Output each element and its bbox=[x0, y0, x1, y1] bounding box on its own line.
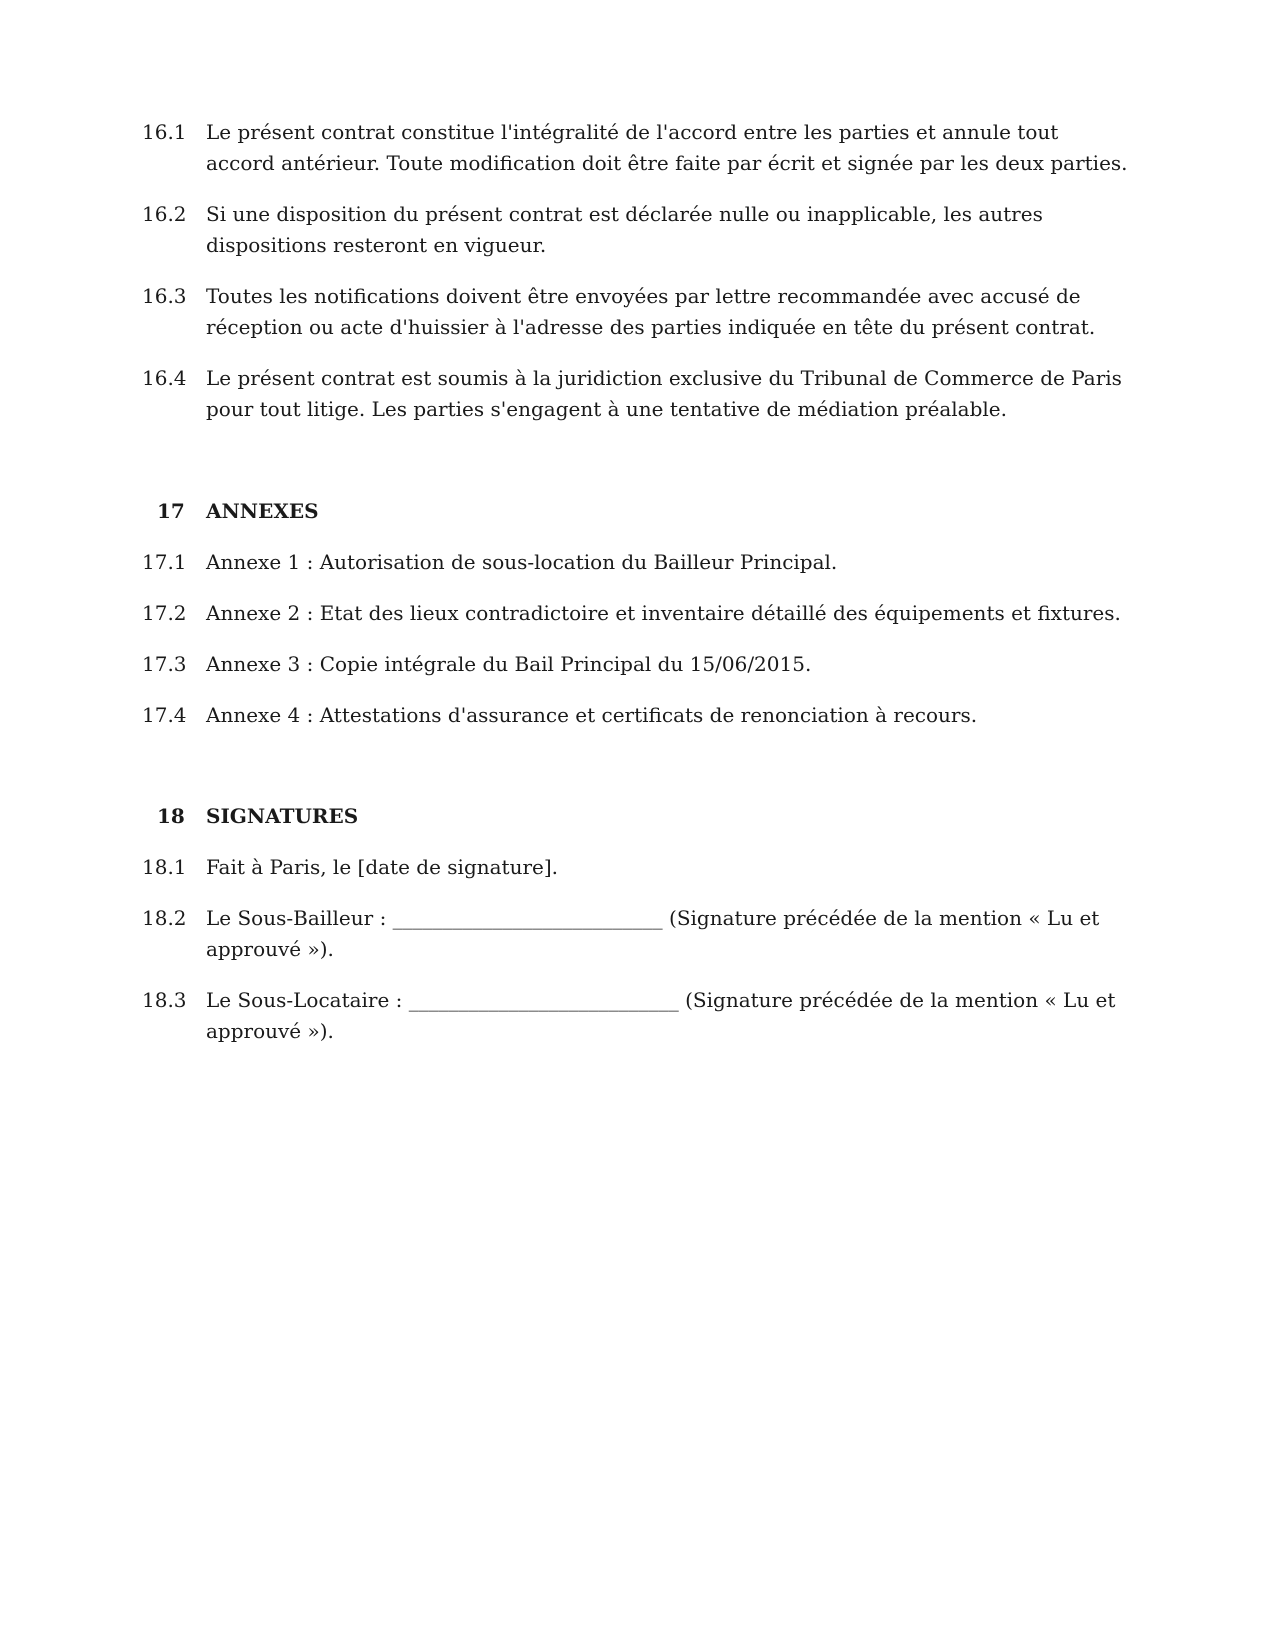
clause-16-1 bbox=[142, 117, 1132, 179]
section-title: ANNEXES bbox=[206, 499, 319, 523]
clause-number: 18.3 bbox=[142, 988, 187, 1012]
clause-number: 16.1 bbox=[142, 120, 187, 144]
section-number: 17 bbox=[157, 499, 185, 523]
clause-number: 17.2 bbox=[142, 601, 187, 625]
clause-text: Fait à Paris, le [date de signature]. bbox=[206, 855, 559, 879]
clause-18-2 bbox=[142, 903, 1132, 965]
clause-text: Si une disposition du présent contrat est déclarée nulle ou inapplicable, les autres dispositions resteront en vigueur. bbox=[206, 202, 1050, 257]
clause-number: 18.1 bbox=[142, 855, 187, 879]
clause-text: Le présent contrat constitue l'intégralité de l'accord entre les parties et annule tout accord antérieur. Toute modification doit être faite par écrit et signée par les deux parties. bbox=[206, 120, 1128, 175]
clause-number: 17.4 bbox=[142, 703, 187, 727]
clause-17-3 bbox=[142, 649, 1132, 680]
section-spacer bbox=[142, 445, 1132, 496]
section-spacer bbox=[142, 751, 1132, 801]
clause-16-4 bbox=[142, 363, 1132, 425]
clause-text: Annexe 3 : Copie intégrale du Bail Principal du 15/06/2015. bbox=[206, 652, 812, 676]
clause-text: Annexe 4 : Attestations d'assurance et certificats de renonciation à recours. bbox=[206, 703, 978, 727]
clause-16-2 bbox=[142, 199, 1132, 261]
clause-text: Le présent contrat est soumis à la juridiction exclusive du Tribunal de Commerce de Paris pour tout litige. Les parties s'engagent à une tentative de médiation préalable. bbox=[206, 366, 1129, 421]
clause-text: Toutes les notifications doivent être envoyées par lettre recommandée avec accusé de réception ou acte d'huissier à l'adresse des parties indiquée en tête du présent contrat. bbox=[206, 284, 1096, 339]
clause-17-4 bbox=[142, 700, 1132, 731]
section-title: SIGNATURES bbox=[206, 804, 359, 828]
clause-text: Annexe 1 : Autorisation de sous-location du Bailleur Principal. bbox=[206, 550, 838, 574]
clause-18-3 bbox=[142, 985, 1132, 1047]
section-heading-signatures bbox=[142, 801, 1132, 832]
clause-number: 16.3 bbox=[142, 284, 187, 308]
clause-17-2 bbox=[142, 598, 1132, 629]
document-content bbox=[142, 117, 1132, 1067]
clause-17-1 bbox=[142, 547, 1132, 578]
clause-number: 17.3 bbox=[142, 652, 187, 676]
signature-line-sous-locataire: Le Sous-Locataire : ___________________________ (Signature précédée de la mention « Lu et approuvé »). bbox=[206, 988, 1122, 1043]
clause-number: 17.1 bbox=[142, 550, 187, 574]
section-heading-annexes bbox=[142, 496, 1132, 527]
clause-18-1 bbox=[142, 852, 1132, 883]
clause-number: 16.2 bbox=[142, 202, 187, 226]
signature-line-sous-bailleur: Le Sous-Bailleur : ___________________________ (Signature précédée de la mention « Lu et approuvé »). bbox=[206, 906, 1106, 961]
clause-number: 16.4 bbox=[142, 366, 187, 390]
clause-16-3 bbox=[142, 281, 1132, 343]
section-number: 18 bbox=[157, 804, 185, 828]
clause-text: Annexe 2 : Etat des lieux contradictoire et inventaire détaillé des équipements et fixtures. bbox=[206, 601, 1121, 625]
clause-number: 18.2 bbox=[142, 906, 187, 930]
